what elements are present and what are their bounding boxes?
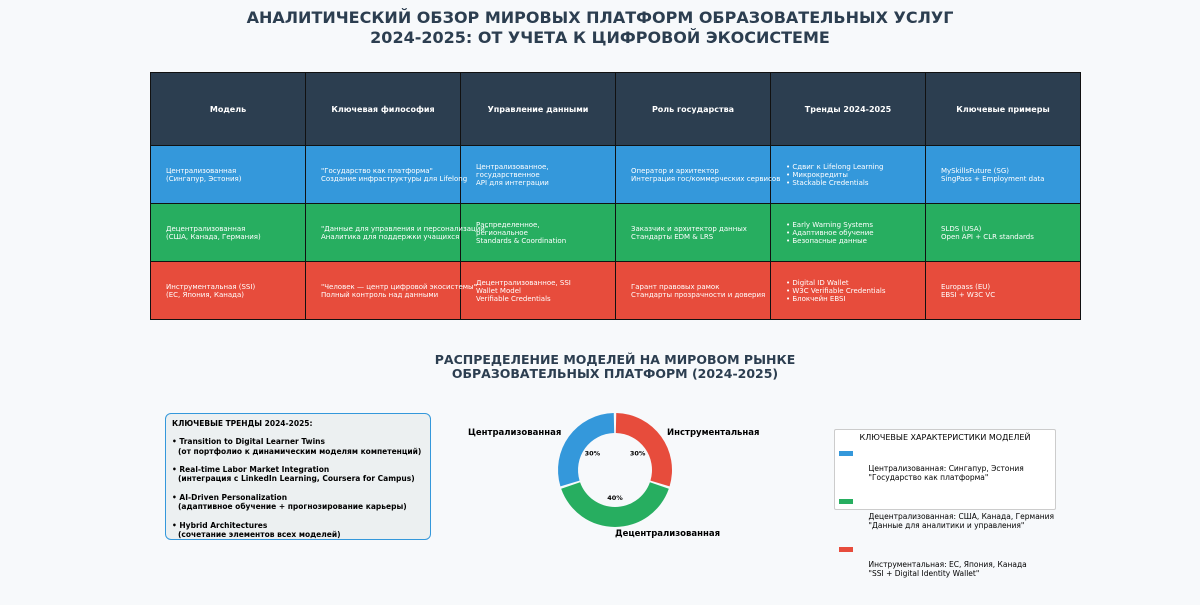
table-cell: Децентрализованная (США, Канада, Германия) bbox=[151, 204, 306, 262]
page-title bbox=[0, 8, 1200, 48]
table-cell: "Данные для управления и персонализации" Аналитика для поддержки учащихся bbox=[306, 204, 461, 262]
table-cell: • Digital ID Wallet • W3C Verifiable Credentials • Блокчейн EBSI bbox=[771, 262, 926, 320]
donut-value-label: 30% bbox=[629, 449, 646, 458]
page-title-line-1: АНАЛИТИЧЕСКИЙ ОБЗОР МИРОВЫХ ПЛАТФОРМ ОБРАЗОВАТЕЛЬНЫХ УСЛУГ bbox=[246, 8, 954, 27]
table-cell: Гарант правовых рамок Стандарты прозрачности и доверия bbox=[616, 262, 771, 320]
table-cell: Инструментальная (SSI) (ЕС, Япония, Канада) bbox=[151, 262, 306, 320]
header-trends: Тренды 2024-2025 bbox=[771, 73, 926, 146]
header-model: Модель bbox=[151, 73, 306, 146]
donut-category-label: Децентрализованная bbox=[615, 529, 721, 539]
table-cell: Распределенное, региональное Standards & Coordination bbox=[461, 204, 616, 262]
legend-swatch bbox=[839, 499, 853, 504]
header-data-management: Управление данными bbox=[461, 73, 616, 146]
trend-name: • AI-Driven Personalization bbox=[172, 493, 288, 503]
table-cell: Централизованная (Сингапур, Эстония) bbox=[151, 146, 306, 204]
trends-title: КЛЮЧЕВЫЕ ТРЕНДЫ 2024-2025: bbox=[172, 419, 313, 428]
table-cell: Оператор и архитектор Интеграция гос/коммерческих сервисов bbox=[616, 146, 771, 204]
legend-label: Инструментальная: ЕС, Япония, Канада "SSI + Digital Identity Wallet" bbox=[868, 560, 1027, 578]
header-philosophy: Ключевая философия bbox=[306, 73, 461, 146]
legend-item-instrumental bbox=[835, 542, 1055, 587]
header-examples: Ключевые примеры bbox=[926, 73, 1081, 146]
trend-name: • Hybrid Architectures bbox=[172, 520, 268, 530]
donut-value-label: 30% bbox=[584, 449, 601, 458]
table-cell: Децентрализованное, SSI Wallet Model Verifiable Credentials bbox=[461, 262, 616, 320]
trend-item bbox=[172, 521, 430, 540]
table-cell: Централизованное, государственное API для интеграции bbox=[461, 146, 616, 204]
legend-item-centralized bbox=[835, 446, 1055, 491]
table-cell: "Государство как платформа" Создание инфраструктуры для Lifelong bbox=[306, 146, 461, 204]
trend-item bbox=[172, 437, 430, 456]
legend-swatch bbox=[839, 547, 853, 552]
table-row bbox=[151, 204, 1081, 262]
trend-item bbox=[172, 465, 430, 484]
legend-item-decentralized bbox=[835, 494, 1055, 539]
trend-name: • Real-time Labor Market Integration bbox=[172, 465, 330, 475]
trend-description: (интеграция с LinkedIn Learning, Coursera for Campus) bbox=[178, 474, 415, 484]
table-cell: Europass (EU) EBSI + W3C VC bbox=[926, 262, 1081, 320]
donut-category-label: Инструментальная bbox=[667, 428, 760, 438]
table-cell: "Человек — центр цифровой экосистемы" Полный контроль над данными bbox=[306, 262, 461, 320]
legend-label: Централизованная: Сингапур, Эстония "Государство как платформа" bbox=[868, 464, 1024, 482]
chart-title bbox=[390, 353, 840, 381]
donut-value-label: 40% bbox=[607, 494, 623, 502]
models-table bbox=[150, 72, 1081, 320]
trend-description: (сочетание элементов всех моделей) bbox=[178, 530, 341, 540]
donut-slice bbox=[561, 482, 669, 527]
page-title-line-2: 2024-2025: ОТ УЧЕТА К ЦИФРОВОЙ ЭКОСИСТЕМЕ bbox=[370, 28, 830, 47]
header-state-role: Роль государства bbox=[616, 73, 771, 146]
table-cell: • Early Warning Systems • Адаптивное обучение • Безопасные данные bbox=[771, 204, 926, 262]
legend-title: КЛЮЧЕВЫЕ ХАРАКТЕРИСТИКИ МОДЕЛЕЙ bbox=[859, 433, 1031, 442]
trend-description: (адаптивное обучение + прогнозирование карьеры) bbox=[178, 502, 407, 512]
table-cell: • Сдвиг к Lifelong Learning • Микрокредиты • Stackable Credentials bbox=[771, 146, 926, 204]
trend-description: (от портфолио к динамическим моделям компетенций) bbox=[178, 446, 422, 456]
legend bbox=[834, 429, 1056, 578]
chart-title-line-2: ОБРАЗОВАТЕЛЬНЫХ ПЛАТФОРМ (2024-2025) bbox=[451, 366, 779, 381]
donut-chart bbox=[440, 395, 790, 545]
table-cell: Заказчик и архитектор данных Стандарты EDM & LRS bbox=[616, 204, 771, 262]
table-row bbox=[151, 262, 1081, 320]
trend-name: • Transition to Digital Learner Twins bbox=[172, 437, 325, 447]
trend-item bbox=[172, 493, 430, 512]
legend-swatch bbox=[839, 451, 853, 456]
table-cell: MySkillsFuture (SG) SingPass + Employment data bbox=[926, 146, 1081, 204]
table-cell: SLDS (USA) Open API + CLR standards bbox=[926, 204, 1081, 262]
trends-box bbox=[165, 413, 431, 540]
donut-category-label: Централизованная bbox=[468, 428, 562, 438]
table-header-row bbox=[151, 73, 1081, 146]
legend-label: Децентрализованная: США, Канада, Германия "Данные для аналитики и управления" bbox=[868, 512, 1055, 530]
table-row bbox=[151, 146, 1081, 204]
chart-title-line-1: РАСПРЕДЕЛЕНИЕ МОДЕЛЕЙ НА МИРОВОМ РЫНКЕ bbox=[434, 352, 796, 367]
